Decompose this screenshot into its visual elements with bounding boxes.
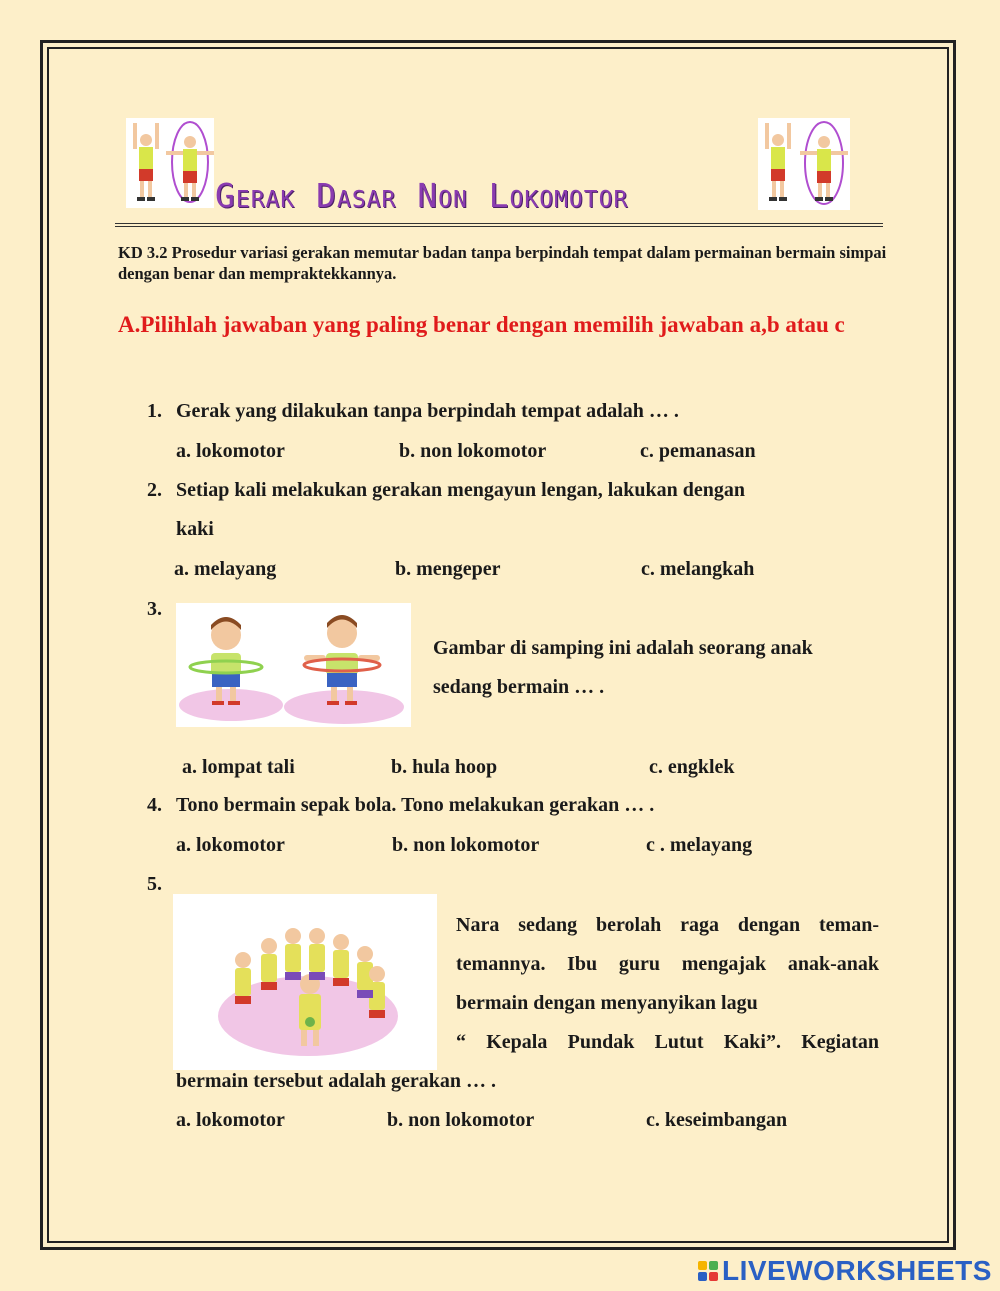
question-text-tail: bermain tersebut adalah gerakan … . (176, 1070, 496, 1092)
question-text: temannya. Ibu guru mengajak anak-anak (456, 953, 879, 975)
question-text: Gerak yang dilakukan tanpa berpindah tempat adalah … . (176, 400, 679, 422)
option-b[interactable]: b. hula hoop (391, 756, 498, 778)
question-number: 2. (147, 479, 162, 501)
question-text: Nara sedang berolah raga dengan teman- (456, 914, 879, 936)
option-a[interactable]: a. lokomotor (176, 834, 285, 856)
circle-game-illustration (173, 894, 437, 1070)
option-a[interactable]: a. melayang (174, 558, 277, 580)
hula-hoop-illustration (176, 603, 411, 727)
liveworksheets-logo[interactable] (698, 1256, 992, 1286)
title-divider (115, 223, 883, 224)
question-text: Gambar di samping ini adalah seorang anak (433, 637, 813, 659)
question-number: 4. (147, 794, 162, 816)
title-divider-2 (115, 226, 883, 227)
option-a[interactable]: a. lompat tali (182, 756, 295, 778)
option-c[interactable]: c. pemanasan (640, 440, 756, 462)
question-text: “ Kepala Pundak Lutut Kaki”. Kegiatan (456, 1031, 879, 1053)
option-b[interactable]: b. non lokomotor (399, 440, 547, 462)
option-c[interactable]: c. melangkah (641, 558, 755, 580)
question-number: 1. (147, 400, 162, 422)
competency-text: KD 3.2 Prosedur variasi gerakan memutar badan tanpa berpindah tempat dalam permainan bermain simpai dengan benar dan mempraktekkannya. (118, 243, 887, 283)
option-a[interactable]: a. lokomotor (176, 1109, 285, 1131)
option-b[interactable]: b. non lokomotor (392, 834, 540, 856)
option-c[interactable]: c . melayang (646, 834, 753, 856)
page-title: Gerak Dasar Non Lokomotor (215, 176, 629, 215)
option-b[interactable]: b. non lokomotor (387, 1109, 535, 1131)
liveworksheets-logo-icon (698, 1261, 718, 1281)
question-number: 3. (147, 598, 162, 620)
question-5-paragraph (456, 906, 879, 1062)
question-text: Tono bermain sepak bola. Tono melakukan gerakan … . (176, 794, 655, 816)
option-a[interactable]: a. lokomotor (176, 440, 285, 462)
question-text: bermain dengan menyanyikan lagu (456, 992, 758, 1014)
question-text-line-2: sedang bermain … . (433, 676, 605, 698)
section-heading: A.Pilihlah jawaban yang paling benar dengan memilih jawaban a,b atau c (118, 312, 845, 337)
question-number: 5. (147, 873, 162, 895)
option-b[interactable]: b. mengeper (395, 558, 501, 580)
header-illustration-left (126, 118, 214, 208)
header-illustration-right (758, 118, 850, 210)
option-c[interactable]: c. keseimbangan (646, 1109, 788, 1131)
question-text: Setiap kali melakukan gerakan mengayun lengan, lakukan dengan (176, 479, 746, 501)
brand-name: LIVEWORKSHEETS (722, 1255, 992, 1286)
option-c[interactable]: c. engklek (649, 756, 735, 778)
question-text-line-2: kaki (176, 518, 214, 540)
